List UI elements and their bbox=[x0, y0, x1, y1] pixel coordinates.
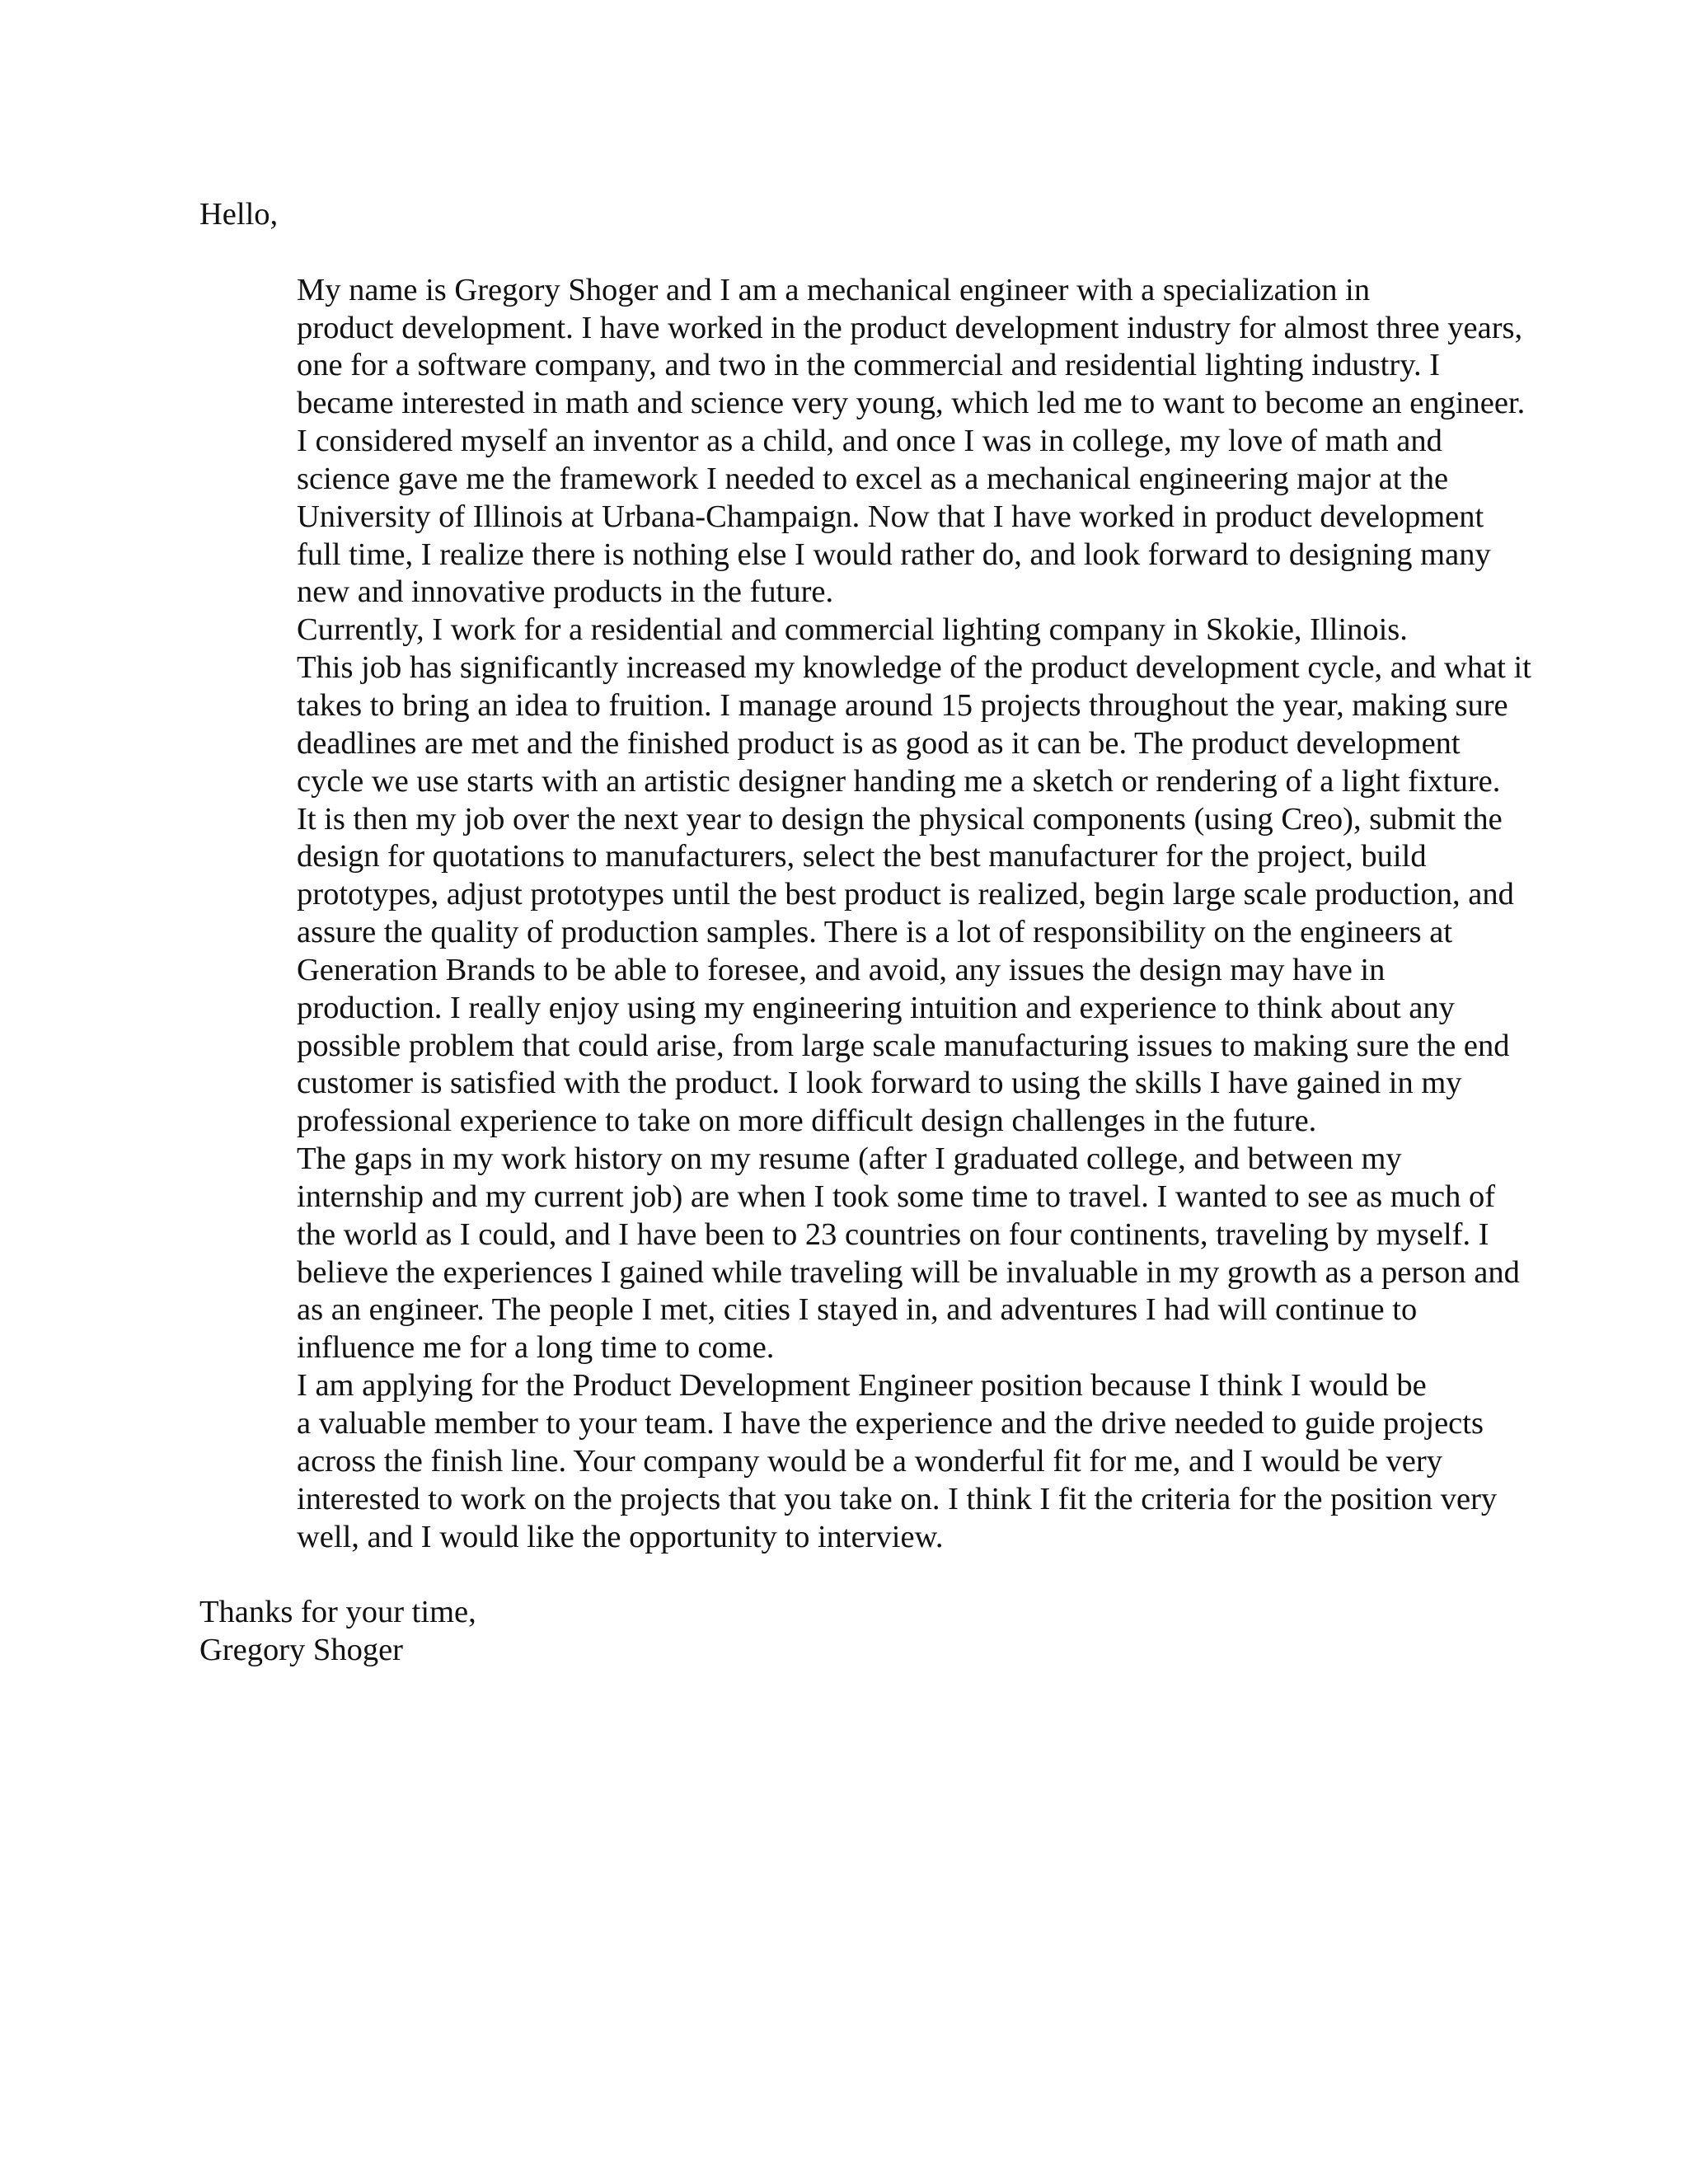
paragraph-line: deadlines are met and the finished product is as good as it can be. The product development bbox=[297, 725, 1461, 761]
paragraph-line: customer is satisfied with the product. I look forward to using the skills I have gained in my bbox=[297, 1066, 1462, 1101]
paragraph-travel bbox=[199, 1141, 1520, 1367]
paragraph-line: interested to work on the projects that you take on. I think I fit the criteria for the position very bbox=[297, 1481, 1498, 1516]
paragraph-line: influence me for a long time to come. bbox=[297, 1330, 775, 1366]
paragraph-line: I considered myself an inventor as a child, and once I was in college, my love of math and bbox=[297, 424, 1442, 459]
paragraph-line: internship and my current job) are when I took some time to travel. I wanted to see as much of bbox=[297, 1179, 1496, 1214]
paragraph-line: well, and I would like the opportunity to interview. bbox=[297, 1519, 944, 1554]
paragraph-line: science gave me the framework I needed to excel as a mechanical engineering major at the bbox=[297, 461, 1449, 496]
paragraph-line: This job has significantly increased my knowledge of the product development cycle, and what it bbox=[297, 650, 1531, 686]
paragraph-line: possible problem that could arise, from large scale manufacturing issues to making sure the end bbox=[297, 1028, 1510, 1063]
paragraph-line: became interested in math and science very young, which led me to want to become an engineer. bbox=[297, 386, 1526, 421]
paragraph-line: University of Illinois at Urbana-Champaign. Now that I have worked in product development bbox=[297, 499, 1484, 534]
paragraph-line: My name is Gregory Shoger and I am a mechanical engineer with a specialization in bbox=[297, 272, 1371, 307]
paragraph-line: prototypes, adjust prototypes until the best product is realized, begin large scale production, and bbox=[297, 877, 1514, 912]
paragraph-line: takes to bring an idea to fruition. I manage around 15 projects throughout the year, making sure bbox=[297, 687, 1508, 723]
paragraph-introduction bbox=[199, 272, 1526, 612]
paragraph-line: product development. I have worked in the product development industry for almost three years, bbox=[297, 310, 1523, 345]
paragraph-line: as an engineer. The people I met, cities I stayed in, and adventures I had will continue to bbox=[297, 1292, 1418, 1328]
signature-name: Gregory Shoger bbox=[199, 1633, 403, 1668]
closing: Thanks for your time, bbox=[199, 1595, 476, 1630]
paragraph-line: design for quotations to manufacturers, select the best manufacturer for the project, build bbox=[297, 839, 1427, 874]
greeting: Hello, bbox=[199, 197, 279, 232]
paragraph-line: full time, I realize there is nothing else I would rather do, and look forward to designing many bbox=[297, 537, 1491, 572]
paragraph-line: It is then my job over the next year to design the physical components (using Creo), submit the bbox=[297, 801, 1503, 837]
paragraph-line: I am applying for the Product Development Engineer position because I think I would be bbox=[297, 1368, 1427, 1404]
paragraph-line: believe the experiences I gained while traveling will be invaluable in my growth as a person and bbox=[297, 1254, 1520, 1290]
closing-block bbox=[199, 1594, 1498, 1670]
paragraph-line: production. I really enjoy using my engineering intuition and experience to think about any bbox=[297, 990, 1455, 1025]
paragraph-line: Generation Brands to be able to foresee, and avoid, any issues the design may have in bbox=[297, 952, 1386, 987]
paragraph-line: across the finish line. Your company would be a wonderful fit for me, and I would be very bbox=[297, 1443, 1442, 1479]
paragraph-line: a valuable member to your team. I have the experience and the drive needed to guide projects bbox=[297, 1406, 1484, 1441]
paragraph-application bbox=[199, 1367, 1498, 1556]
cover-letter bbox=[199, 196, 1531, 1670]
paragraph-line: cycle we use starts with an artistic designer handing me a sketch or rendering of a light fixture. bbox=[297, 763, 1501, 799]
paragraph-line: one for a software company, and two in the commercial and residential lighting industry. I bbox=[297, 348, 1441, 383]
paragraph-line: The gaps in my work history on my resume (after I graduated college, and between my bbox=[297, 1141, 1402, 1177]
paragraph-line: the world as I could, and I have been to 23 countries on four continents, traveling by myself. I bbox=[297, 1216, 1489, 1252]
paragraph-current-job bbox=[199, 612, 1531, 1141]
paragraph-line: new and innovative products in the future. bbox=[297, 574, 834, 610]
paragraph-line: assure the quality of production samples. There is a lot of responsibility on the engineers at bbox=[297, 915, 1453, 950]
paragraph-line: Currently, I work for a residential and commercial lighting company in Skokie, Illinois. bbox=[297, 612, 1408, 648]
paragraph-line: professional experience to take on more difficult design challenges in the future. bbox=[297, 1104, 1317, 1139]
